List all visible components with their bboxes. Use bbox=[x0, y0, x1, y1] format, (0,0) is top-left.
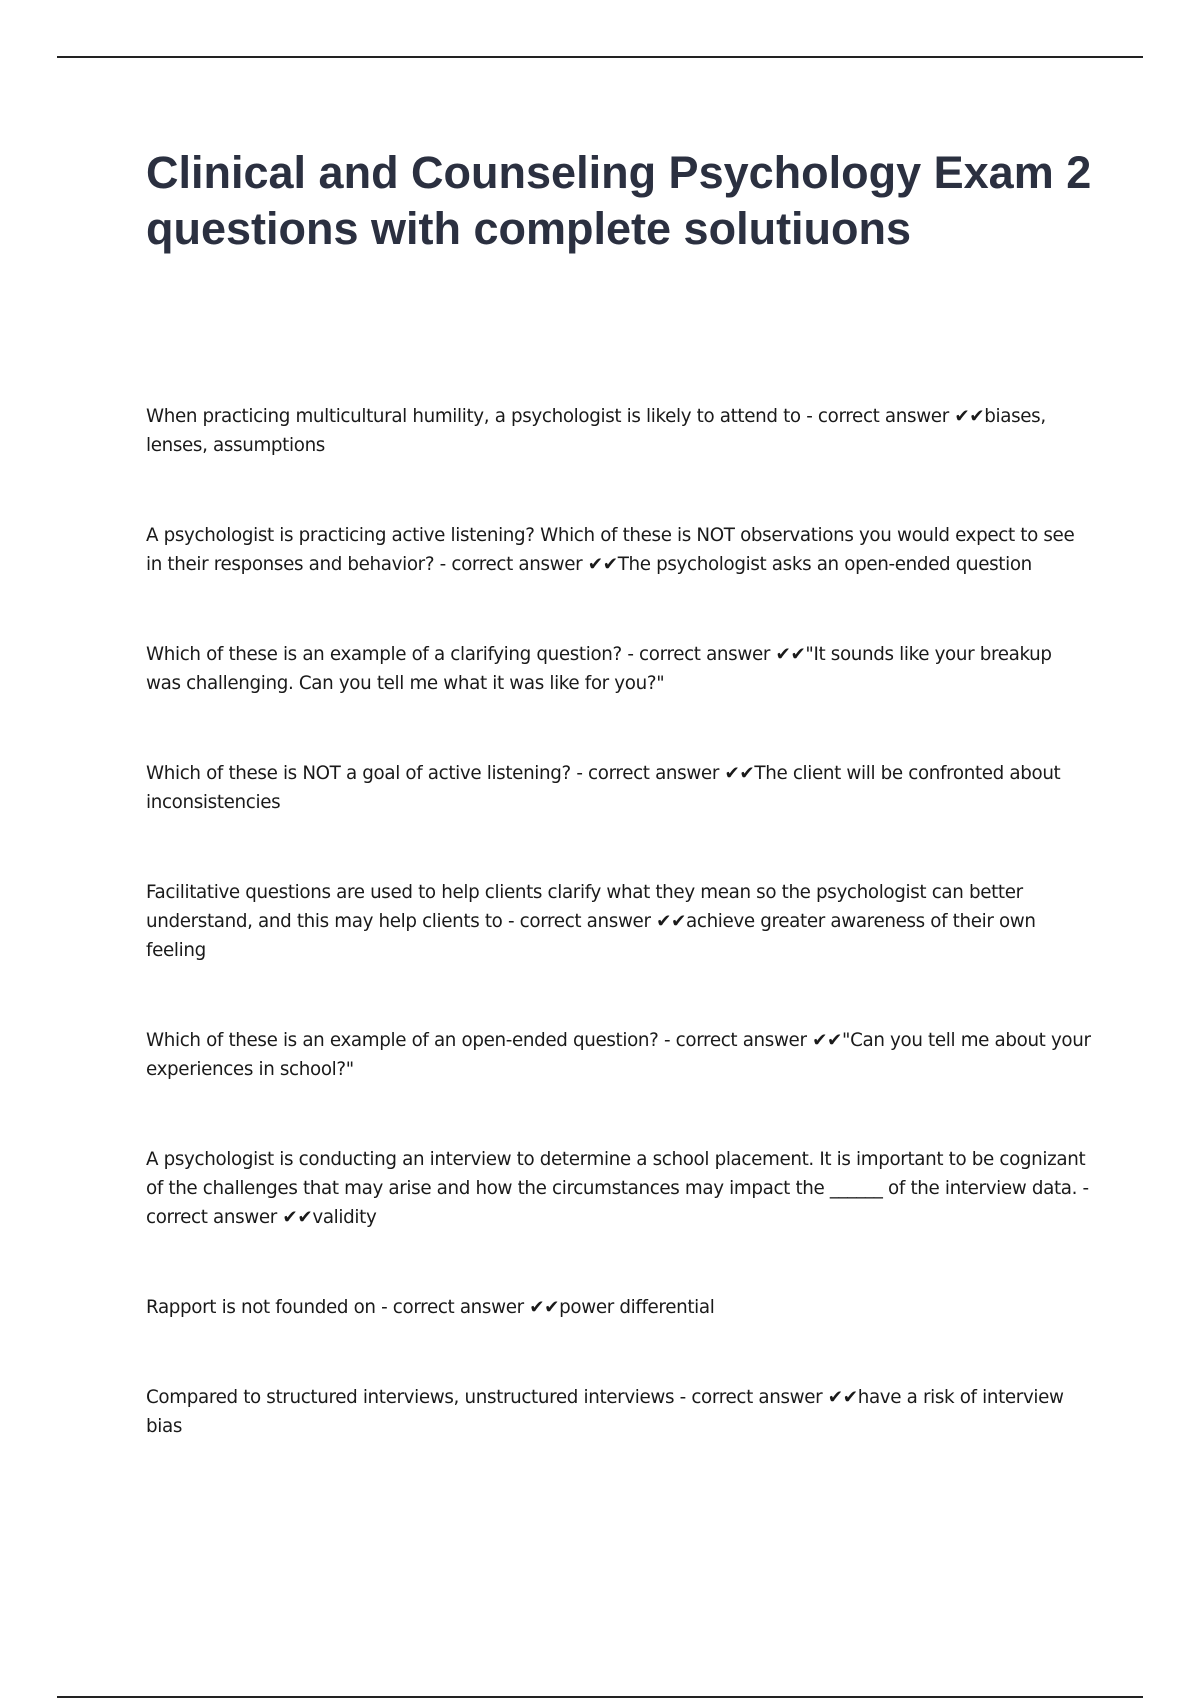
answer-text: validity bbox=[312, 1207, 377, 1228]
question-text: A psychologist is conducting an interview to determine a school placement. It is important to be cognizant of the challenges that may arise and how the circumstances may impact the ______ of the interview data. - correct answer bbox=[146, 1149, 1089, 1228]
question-item bbox=[146, 1293, 1091, 1322]
question-item bbox=[146, 1145, 1091, 1232]
answer-text: The client will be confronted about inconsistencies bbox=[146, 763, 1061, 813]
answer-text: "Can you tell me about your experiences in school?" bbox=[146, 1030, 1091, 1080]
answer-text: achieve greater awareness of their own feeling bbox=[146, 911, 1036, 961]
question-item bbox=[146, 521, 1091, 579]
question-text: A psychologist is practicing active listening? Which of these is NOT observations you would expect to see in their responses and behavior? - correct answer bbox=[146, 525, 1075, 575]
answer-text: power differential bbox=[559, 1297, 715, 1318]
question-item bbox=[146, 1383, 1091, 1441]
question-text: Which of these is an example of an open-ended question? - correct answer bbox=[146, 1030, 813, 1051]
checkmark-icon: ✔✔ bbox=[827, 1387, 858, 1408]
checkmark-icon: ✔✔ bbox=[724, 763, 755, 784]
question-text: Which of these is an example of a clarifying question? - correct answer bbox=[146, 644, 776, 665]
question-text: When practicing multicultural humility, a psychologist is likely to attend to - correct answer bbox=[146, 406, 955, 427]
question-item bbox=[146, 402, 1091, 460]
footer-divider bbox=[57, 1696, 1143, 1698]
answer-text: have a risk of interview bias bbox=[146, 1387, 1064, 1437]
checkmark-icon: ✔✔ bbox=[812, 1030, 843, 1051]
question-text: Which of these is NOT a goal of active listening? - correct answer bbox=[146, 763, 725, 784]
question-text: Compared to structured interviews, unstructured interviews - correct answer bbox=[146, 1387, 828, 1408]
header-divider bbox=[57, 56, 1143, 58]
question-item bbox=[146, 878, 1091, 965]
checkmark-icon: ✔✔ bbox=[954, 406, 985, 427]
checkmark-icon: ✔✔ bbox=[529, 1297, 560, 1318]
question-text: Facilitative questions are used to help clients clarify what they mean so the psychologist can better understand, and this may help clients to - correct answer bbox=[146, 882, 1023, 932]
question-list bbox=[146, 402, 1091, 1502]
checkmark-icon: ✔✔ bbox=[775, 644, 806, 665]
checkmark-icon: ✔✔ bbox=[282, 1207, 313, 1228]
answer-text: The psychologist asks an open-ended question bbox=[617, 554, 1032, 575]
question-text: Rapport is not founded on - correct answer bbox=[146, 1297, 530, 1318]
answer-text: "It sounds like your breakup was challenging. Can you tell me what it was like for you?" bbox=[146, 644, 1052, 694]
question-item bbox=[146, 640, 1091, 698]
checkmark-icon: ✔✔ bbox=[656, 911, 687, 932]
answer-text: biases, lenses, assumptions bbox=[146, 406, 1046, 456]
question-item bbox=[146, 1026, 1091, 1084]
document-title: Clinical and Counseling Psychology Exam 2 questions with complete solutiuons bbox=[146, 147, 1092, 254]
question-item bbox=[146, 759, 1091, 817]
checkmark-icon: ✔✔ bbox=[587, 554, 618, 575]
